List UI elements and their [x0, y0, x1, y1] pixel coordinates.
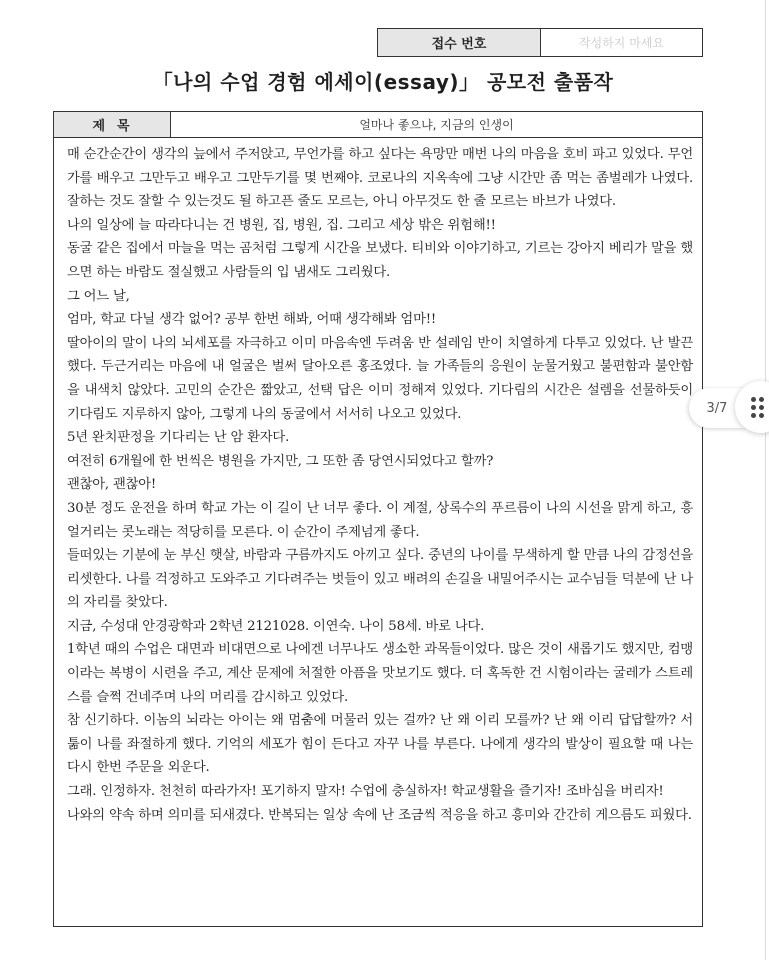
essay-paragraph: 그 어느 날, [67, 288, 130, 304]
essay-paragraph: 괜찮아, 괜찮아! [67, 477, 157, 493]
essay-paragraph: 나의 일상에 늘 따라다니는 건 병원, 집, 병원, 집. 그리고 세상 밖은 위험해!! [67, 217, 496, 233]
essay-paragraph: 들떠있는 기분에 눈 부신 햇살, 바람과 구름까지도 아끼고 싶다. 중년의 나이를 무색하게 할 만큼 나의 감정선을 리셋한다. 나를 걱정하고 도와주고 기다려주는 벗들이 있고 배려의 손길을 내밀어주시는 교수님들 덕분에 난 나의 자리를 찾았다. [67, 548, 693, 611]
essay-paragraph: 동굴 같은 집에서 마늘을 먹는 곰처럼 그렇게 시간을 보냈다. 티비와 이야기하고, 기르는 강아지 베리가 말을 했으면 하는 바람도 절실했고 사람들의 입 냄새도 그리웠다. [67, 241, 693, 280]
essay-paragraph: 딸아이의 말이 나의 뇌세포를 자극하고 이미 마음속엔 두려움 반 설레임 반이 치열하게 다투고 있었다. 난 발끈했다. 두근거리는 마음에 내 얼굴은 벌써 달아오른 홍조였다. 늘 가족들의 응원이 눈물거웠고 불편함과 불안함을 내색치 않았다. 고민의 순간은 짧았고, 선택 답은 이미 정해져 있었다. 기다림의 시간은 설렘을 선물하듯이 기다림도 지루하지 않아, 그렇게 나의 동굴에서 서서히 나오고 있었다. [67, 335, 693, 422]
receipt-number-label: 접수 번호 [378, 29, 541, 56]
essay-paragraph: 그래. 인정하자. 천천히 따라가자! 포기하지 말자! 수업에 충실하자! 학교생활을 즐기자! 조바심을 버리자! [67, 784, 664, 800]
essay-paragraph: 지금, 수성대 안경광학과 2학년 2121028. 이연숙. 나이 58세. 바로 나다. [67, 618, 485, 634]
essay-paragraph: 30분 정도 운전을 하며 학교 가는 이 길이 난 너무 좋다. 이 계절, 상록수의 푸르름이 나의 시선을 맑게 하고, 흥얼거리는 콧노래는 적당히를 모른다. 이 순간이 주제넘게 좋다. [67, 500, 693, 540]
receipt-number-box [377, 28, 703, 57]
subject-label: 제목 [54, 112, 171, 137]
essay-paragraph: 참 신기하다. 이놈의 뇌라는 아이는 왜 멈춤에 머물러 있는 걸까? 난 왜 이리 모를까? 난 왜 이리 답답할까? 서툶이 나를 좌절하게 했다. 기억의 세포가 힘이 든다고 자꾸 나를 부른다. 나에게 생각의 발상이 필요할 때 나는 다시 한번 주문을 외운다. [67, 713, 693, 776]
document-title: 「나의 수업 경험 에세이(essay)」 공모전 출품작 [152, 70, 614, 94]
essay-body [53, 137, 703, 927]
essay-paragraph: 매 순간순간이 생각의 늪에서 주저앉고, 무언가를 하고 싶다는 욕망만 매번 나의 마음을 호비 파고 있었다. 무언가를 배우고 그만두고 배우고 그만두기를 몇 번째야. 코로나의 지옥속에 그냥 시간만 좀 먹는 좀벌레가 나였다. 잘하는 것도 잘할 수 있는것도 될 하고픈 줄도 모르는, 아니 아무것도 한 줄 모르는 바브가 나였다. [67, 147, 693, 210]
essay-paragraph: 1학년 때의 수업은 대면과 비대면으로 나에겐 너무나도 생소한 과목들이었다. 많은 것이 새롭기도 했지만, 컴맹이라는 복병이 시련을 주고, 계산 문제에 처절한 아픔을 맛보기도 했다. 더 혹독한 건 시험이라는 굴레가 스트레스를 슬쩍 건네주며 나의 머리를 감시하고 있었다. [67, 642, 693, 705]
essay-paragraph: 엄마, 학교 다닐 생각 없어? 공부 한번 해봐, 어때 생각해봐 엄마!! [67, 312, 437, 328]
grid-dots-icon [751, 397, 764, 418]
receipt-number-field: 작성하지 마세요 [579, 36, 664, 50]
page-indicator: 3/7 [689, 388, 745, 428]
subject-row [53, 111, 703, 138]
essay-paragraph: 여전히 6개월에 한 번씩은 병원을 가지만, 그 또한 좀 당연시되었다고 할까? [67, 453, 494, 469]
essay-paragraph: 5년 완치판정을 기다리는 난 암 환자다. [67, 430, 290, 446]
subject-value: 얼마나 좋으냐, 지금의 인생이 [359, 118, 514, 132]
essay-paragraph: 나와의 약속 하며 의미를 되새겼다. 반복되는 일상 속에 난 조금씩 적응을 하고 흥미와 간간히 게으름도 피웠다. [67, 807, 692, 823]
